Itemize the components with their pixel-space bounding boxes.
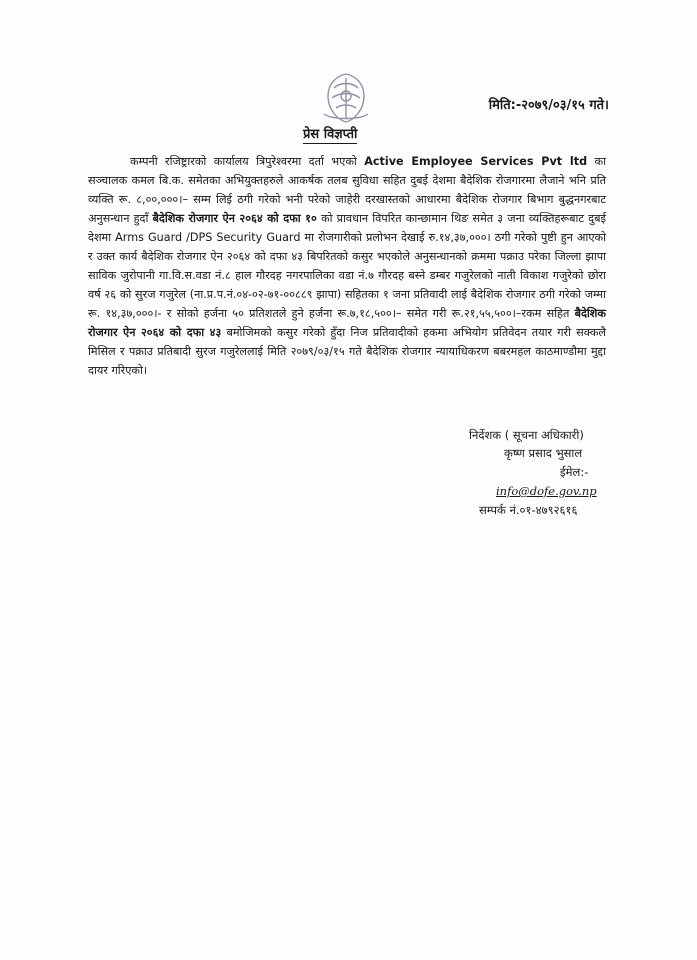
body-text-2: का सञ्चालक कमल बि.क. समेतका अभियुक्तहरुले आकर्षक तलब सुविधा सहित दुबई देशमा बैदेशिक रोजगारमा लैजाने भनि प्रति व्यक्ति रू. ८,००,०००।– सम्म लिई ठगी गरेको भनी परेको जाहेरी दरखास्तको आधारमा बैदेशिक रोजगार बिभाग बुद्धनगरबाट अनुसन्धान हुदाँ — [88, 155, 606, 225]
page-title: प्रेस विज्ञप्ती — [303, 124, 357, 144]
body-paragraph — [88, 152, 606, 380]
signatory-name: कृष्ण प्रसाद भुसाल — [504, 446, 583, 460]
email-link[interactable]: info@dofe.gov.np — [496, 484, 597, 498]
body-text-1: कम्पनी रजिष्ट्रारको कार्यालय त्रिपुरेश्वरमा दर्ता भएको — [130, 155, 365, 168]
date-line: मिति:-२०७९/०३/१५ गते। — [488, 98, 609, 113]
body-text-3: को प्रावधान विपरित कान्छामान थिङ समेत ३ जना व्यक्तिहरूबाट दुबई देशमा Arms Guard /DPS Security Guard मा रोजगारीको प्रलोभन देखाई रु.१४,३७,०००। ठगी गरेको पुष्टी हुन आएको र उक्त कार्य बैदेशिक रोजगार ऐन २०६४ को दफा ४३ बिपरितको कसुर भएकोले अनुसन्धानको क्रममा पक्राउ परेका जिल्ला झापा साविक जुरोपानी गा.वि.स.वडा नं.८ हाल गौरदह नगरपालिका वडा नं.७ गौरदह बस्ने डम्बर गजुरेलको नाती विकाश गजुरेको छोरा वर्ष २६ को सुरज गजुरेल (ना.प्र.प.नं.०४-०२-७१-००८८९ झापा) सहितका १ जना प्रतिवादी लाई बैदेशिक रोजगार ठगी गरेको जम्मा रू. १४,३७,०००।- र सोको हर्जना ५० प्रतिशतले हुने हर्जना रू.७,१८,५००।– समेत गरी रू.२१,५५,५००।–रकम सहित — [88, 212, 607, 320]
nepal-government-emblem-icon — [314, 68, 378, 128]
act-section-43: बैदेशिक रोजगार ऐन २०६४ को दफा ४३ — [88, 307, 606, 339]
signatory-title: निर्देशक ( सूचना अधिकारी) — [469, 428, 584, 442]
press-release-body — [88, 152, 606, 380]
email-label: ईमेल:- — [560, 465, 589, 479]
company-name: Active Employee Services Pvt ltd — [364, 155, 588, 168]
body-text-4: बमोजिमको कसुर गरेको हुँदा निज प्रतिवादीको हकमा अभियोग प्रतिवेदन तयार गरी सक्कलै मिसिल र पक्राउ प्रतिबादी सुरज गजुरेललाई मिति २०७९/०३/१५ गते बैदेशिक रोजगार न्यायाधिकरण बबरमहल काठमाण्डौमा मुद्दा दायर गरिएको। — [88, 326, 607, 377]
contact-number: सम्पर्क नं.०१-४७९२६१६ — [479, 503, 578, 517]
act-section-10: बैदेशिक रोजगार ऐन २०६४ को दफा १० — [152, 212, 317, 225]
